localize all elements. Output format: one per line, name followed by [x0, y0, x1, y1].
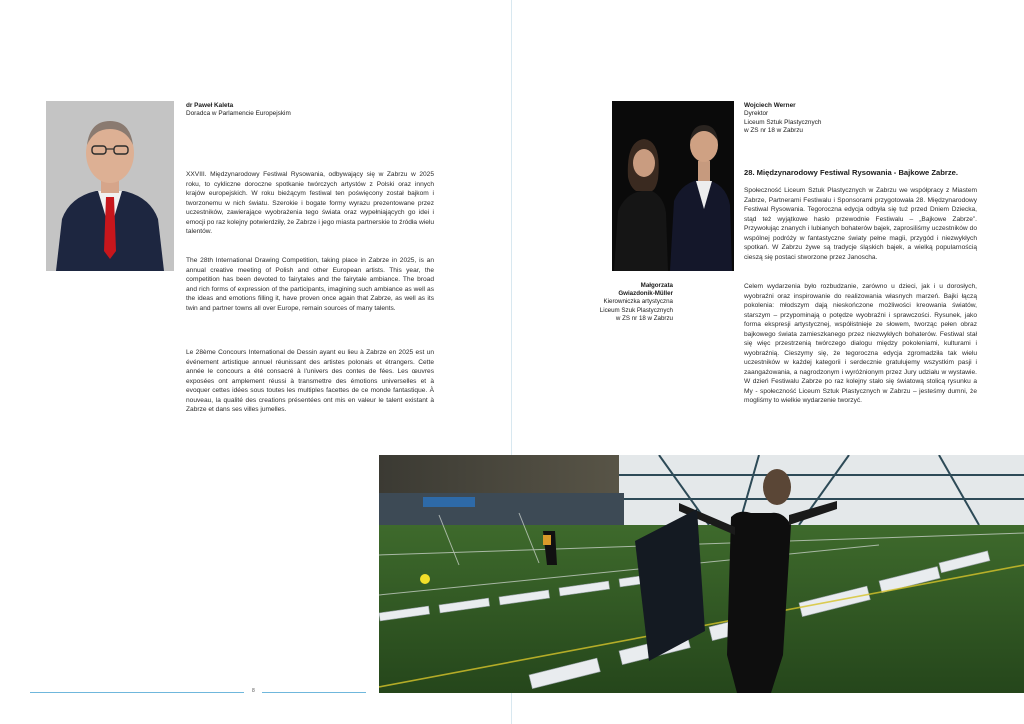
caption-kaleta	[186, 102, 291, 119]
portrait-photo-kaleta	[46, 101, 174, 271]
footer-rule	[30, 692, 244, 693]
portrait-photo-werner-gwiazdonik	[612, 101, 734, 271]
paragraph-english: The 28th International Drawing Competition, taking place in Zabrze in 2025, is an annual creative meeting of Polish and other European artists. This year, the competition has been devoted to fairytales and the fairytale ambiance. The broad and rich forms of expression of the participants, imagining such ambiance as well as the ideas and emotions filling it, have proven once again that Zabrze, as well as its twin and partner towns all over Europe, remain sources of many talents.	[186, 257, 434, 312]
person-name: Małgorzata	[640, 282, 673, 289]
person-role: w ZS nr 18 w Zabrzu	[615, 314, 673, 322]
person-name: Wojciech Werner	[744, 102, 796, 109]
paragraph-polish: XXVIII. Międzynarodowy Festiwal Rysowania, odbywający się w Zabrzu w 2025 roku, to cykliczne doroczne spotkanie twórczych artystów z Polski oraz innych krajów europejskich. W roku bieżącym festiwal ten poświęcony został bajkom i tworzonemu w nich światu. Szerokie i bogate formy wyrazu prezentowane przez uczestników, zawierające wyobrażenia tego świata oraz wypełniających go idei i emocji po raz kolejny potwierdziły, że Zabrze i jego miasta partnerskie to źródła wielu talentów.	[186, 171, 434, 235]
paragraph-right-2: Celem wydarzenia było rozbudzanie, zarówno u dzieci, jak i u dorosłych, wyobraźni oraz inspirowanie do realizowania własnych marzeń. Bajki łączą pokolenia: młodszym dają nieskończone możliwości kreowania światów, starszym – przypominają o potędze wyobraźni i sprawczości. Rysunek, jako forma ekspresji artystycznej, współistnieje ze słowem, tworząc pełen obraz bajkowego świata zamieszkanego przez niezwykłych bohaterów. Festiwal stał się więc przestrzenią twórczego dialogu między pokoleniami, kulturami i wyobraźnią. Cieszymy się, że tegoroczna edycja zgromadziła tak wielu uczestników w każdej kategorii i serdecznie gratulujemy wszystkim pasji i zaangażowania, a nagrodzonym i wyróżnionym przez Jury udziału w wystawie. W dzień Festiwalu Zabrze po raz kolejny stało się światową stolicą rysunku a My - społeczność Liceum Sztuk Plastycznych w Zabrzu – jesteśmy dumni, że mogliśmy to wielkie wydarzenie tworzyć.	[744, 283, 977, 404]
person-role: Liceum Sztuk Plastycznych	[744, 118, 822, 126]
person-role: Dyrektor	[744, 110, 769, 118]
person-role: Doradca w Parlamencie Europejskim	[186, 110, 291, 118]
person-name: dr Paweł Kaleta	[186, 102, 234, 109]
article-headline: 28. Międzynarodowy Festiwal Rysowania - Bajkowe Zabrze.	[744, 168, 958, 177]
person-role: Liceum Szuk Plastycznych	[599, 306, 673, 314]
person-role: Kierowniczka artystyczna	[603, 298, 673, 306]
paragraph-french: Le 28ème Concours International de Dessin ayant eu lieu à Zabrze en 2025 est un événement artistique annuel réunissant des artistes polonais et étrangers. Cette année le concours a été consacré à l'univers des contes de fées. Les œuvres exposées ont amplement réussi à transmettre des émotions universelles et à evoquer cettes idées sous toutes les multiples facettes de ce monde fantastique. À nouveau, la qualité des creations présentées ont mis en valeur le talent existant à Zabrze et dans ses villes jumelles.	[186, 349, 434, 413]
footer-rule	[262, 692, 366, 693]
person-role: w ZS nr 18 w Zabrzu	[744, 127, 803, 135]
paragraph-right-1: Społeczność Liceum Sztuk Plastycznych w Zabrzu we współpracy z Miastem Zabrze, Partnerami Festiwalu i Sponsorami przygotowała 28. Międzynarodowy Festiwal Rysowania. Tegoroczna edycja odbyła się tuż przed Dniem Dziecka, stąd też wyjątkowe hasło przewodnie Festiwalu – „Bajkowe Zabrze”. Przywołując znanych i lubianych bohaterów bajek, zaprosiliśmy uczestników do wspólnej podróży w fantastyczne światy pełne magii, przygód i niezwykłych spotkań. W Zabrzu żywe są tradycje śląskich bajek, a wielką popularnością cieszą się postaci stworzone przez Janoscha.	[744, 187, 977, 261]
page-footer-left	[30, 688, 366, 696]
person-name: Gwiazdonik-Müller	[618, 290, 673, 298]
caption-gwiazdonik	[560, 282, 673, 323]
page-number: 8	[252, 688, 255, 694]
caption-werner	[744, 102, 821, 136]
event-photo-sports-hall	[379, 455, 1024, 693]
